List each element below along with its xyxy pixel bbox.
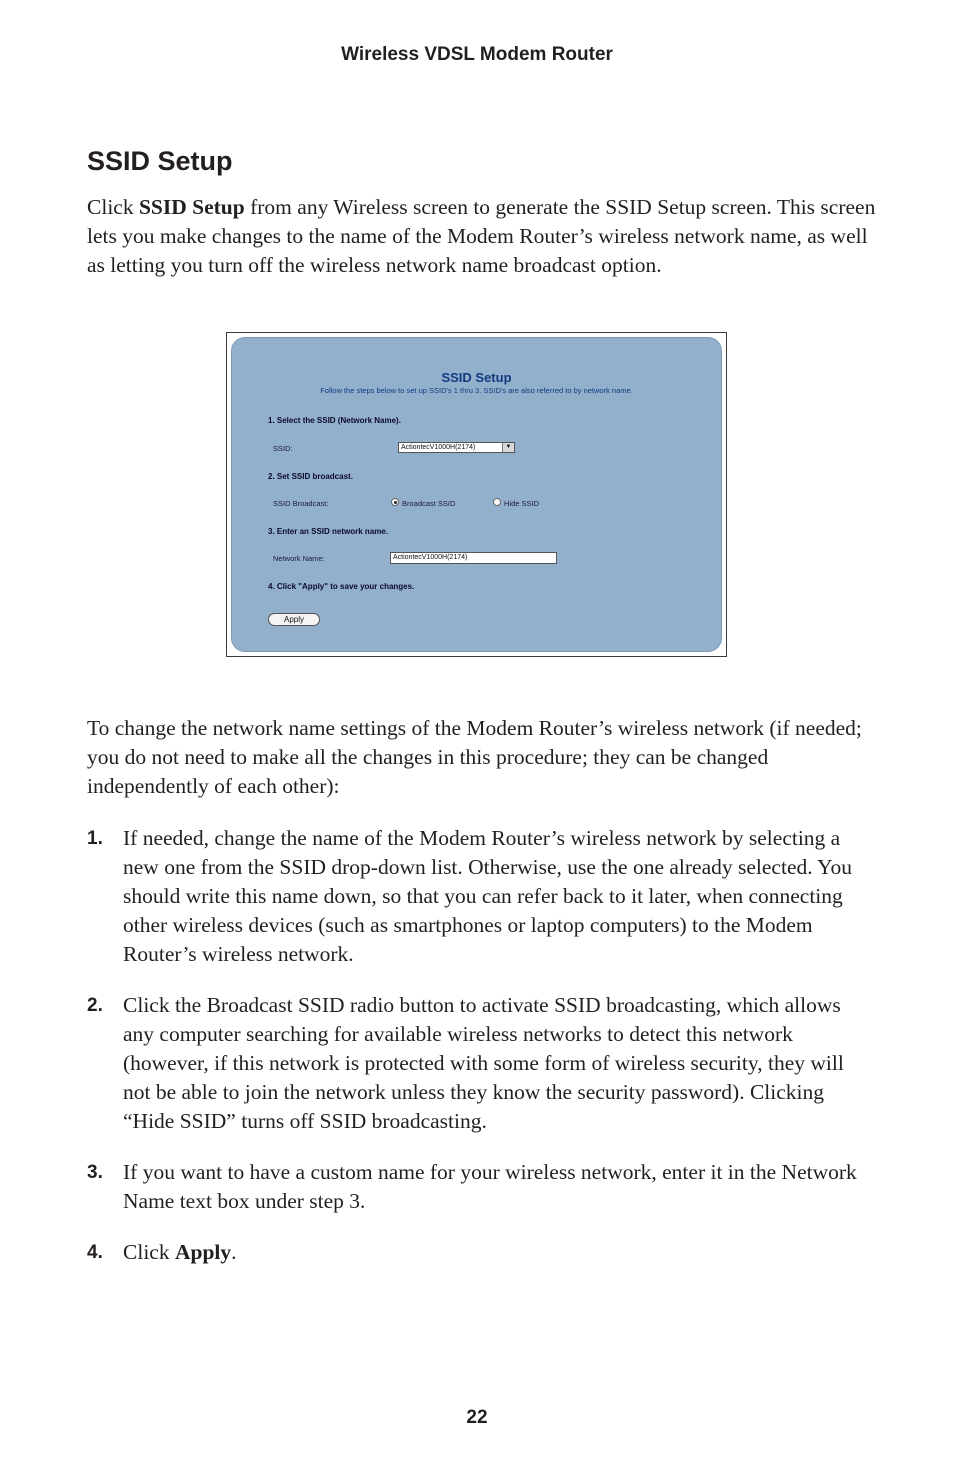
section-title: SSID Setup [87,146,233,176]
intro-post: from any Wireless screen to generate the SSID Setup screen. This screen lets you make changes to the name of the Modem Router’s wireless network name, as well as letting you turn off the wireless network name broadcast option. [87,195,876,277]
broadcast-ssid-radio[interactable] [391,498,399,506]
page-number: 22 [466,1407,488,1428]
broadcast-label: SSID Broadcast: [273,499,329,508]
screenshot-subtitle: Follow the steps below to set up SSID's 1 thru 3. SSID's are also referred to by network name. [320,386,633,395]
screenshot-step-2: 2. Set SSID broadcast. [268,472,353,481]
step-number: 2. [87,995,103,1016]
step-item [87,991,877,1136]
step-text: If needed, change the name of the Modem Router’s wireless network by selecting a new one from the SSID drop-down list. Otherwise, use the one already selected. You should write this name down, so that you can refer back to it later, when connecting other wireless devices (such as smartphones or laptop computers) to the Modem Router’s wireless network. [123,826,853,966]
broadcast-ssid-label: Broadcast SSID [402,499,456,508]
apply-button[interactable]: Apply [268,613,320,626]
hide-ssid-radio[interactable] [493,498,501,506]
step-item [87,1158,877,1216]
chevron-down-icon[interactable]: ▼ [502,443,514,452]
network-name-label: Network Name: [273,554,325,563]
running-header: Wireless VDSL Modem Router [341,44,613,65]
network-name-input[interactable]: ActiontecV1000H(2174) [390,552,557,564]
ssid-label: SSID: [273,444,293,453]
step-number: 1. [87,828,103,849]
intro-paragraph [87,193,877,280]
screenshot-step-1: 1. Select the SSID (Network Name). [268,416,401,425]
step-number: 3. [87,1162,103,1183]
step-item [87,824,877,969]
ssid-select-value: ActiontecV1000H(2174) [401,444,476,451]
screenshot-step-4: 4. Click "Apply" to save your changes. [268,582,415,591]
step-text: Click the Broadcast SSID radio button to activate SSID broadcasting, which allows any computer searching for available wireless networks to detect this network (however, if this network is protected with some form of wireless security, they will not be able to join the network unless they know the security password). Clicking “Hide SSID” turns off SSID broadcasting. [123,993,844,1133]
ssid-select[interactable] [398,442,515,453]
screenshot-title: SSID Setup [441,370,512,385]
step-4-bold: Apply [174,1240,232,1264]
screenshot-step-3: 3. Enter an SSID network name. [268,527,389,536]
step-text [123,1238,868,1267]
hide-ssid-label: Hide SSID [504,499,540,508]
step-4-post: . [231,1240,237,1264]
intro-pre: Click [87,195,139,219]
ssid-setup-screenshot [226,332,727,657]
screenshot-panel [231,337,722,652]
procedure-intro: To change the network name settings of the Modem Router’s wireless network (if needed; you do not need to make all the changes in this procedure; they can be changed independently of each other): [87,716,862,798]
step-text: If you want to have a custom name for your wireless network, enter it in the Network Name text box under step 3. [123,1160,857,1213]
step-item [87,1238,877,1267]
intro-bold: SSID Setup [138,195,245,219]
step-number: 4. [87,1242,103,1263]
step-4-pre: Click [123,1240,175,1264]
procedure-steps [87,824,877,1289]
